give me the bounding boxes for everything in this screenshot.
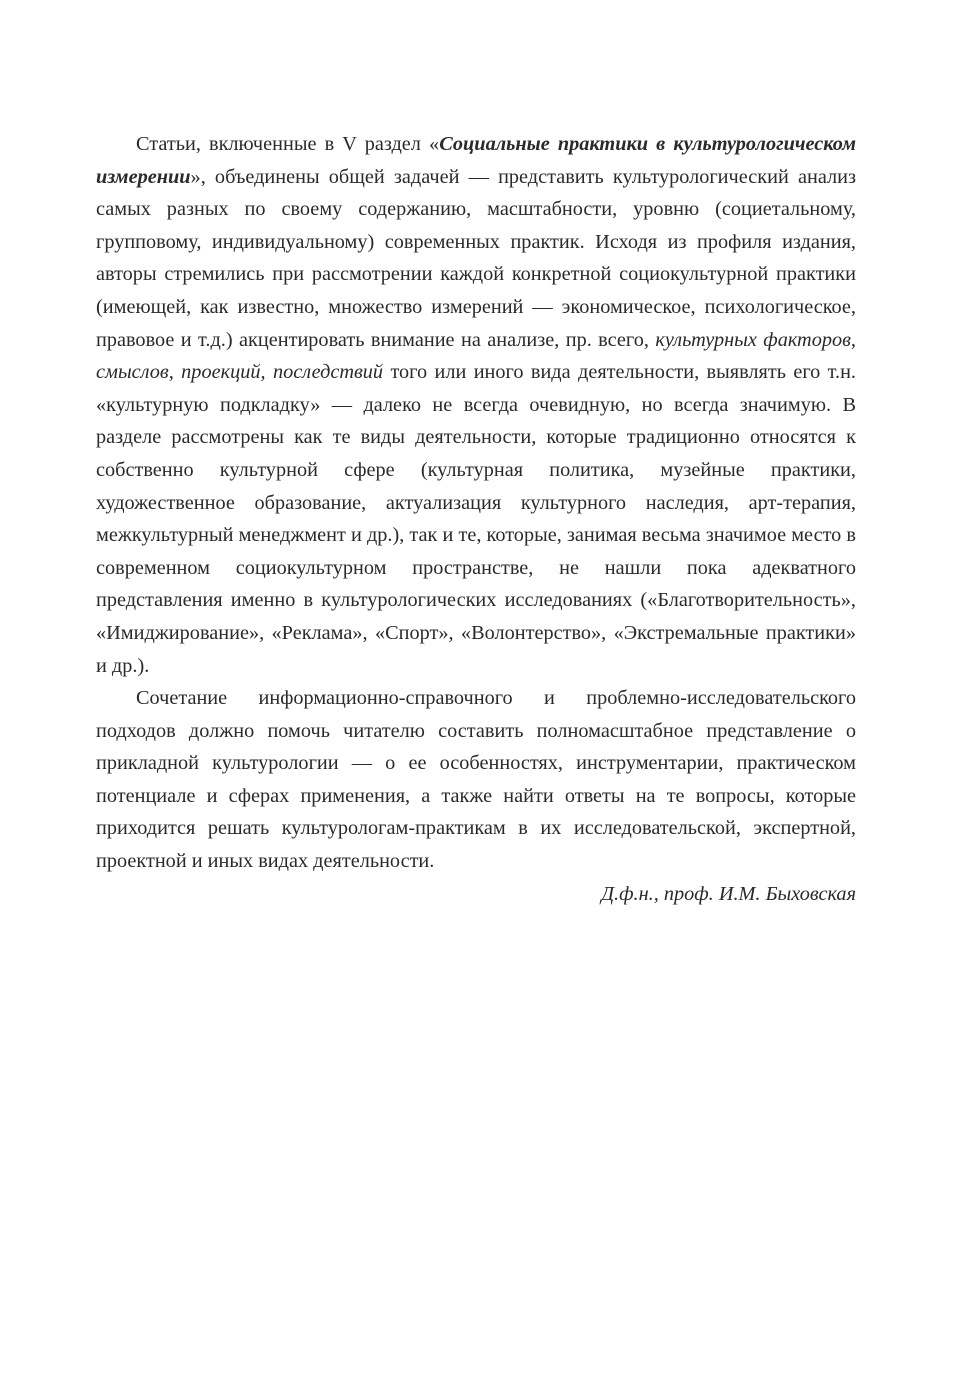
document-body [96,128,856,910]
section-title-bold-italic: Социальные практики в культурологическом измерении [96,133,856,188]
paragraph-section-overview [96,128,856,682]
paragraph-approach-summary: Сочетание информационно-справочного и проблемно-исследовательского подходов должно помочь читателю составить полномасштабное представление о прикладной культурологии — о ее особенностях, инструментарии, практическом потенциале и сферах применения, а также найти ответы на те вопросы, которые приходится решать культурологам-практикам в их исследовательской, экспертной, проектной и иных видах деятельности. [96,687,856,873]
author-signature: Д.ф.н., проф. И.М. Быховская [601,882,856,905]
paragraph-1-body-text: », объединены общей задачей — представить культурологический анализ самых разных по своему содержанию, масштабности, уровню (социетальному, групповому, индивидуальному) современных практик. Исходя из профиля издания, авторы стремились при рассмотрении каждой конкретной социокультурной практики (имеющей, как известно, множество измерений — экономическое, психологическое, правовое и т.д.) акцентировать внимание на анализе, пр. всего, [96,165,856,351]
emphasis-italic-text: культурных факторов, смыслов, проекций, последствий [96,328,856,384]
paragraph-1-intro-text: Статьи, включенные в V раздел « [136,133,440,155]
paragraph-1-closing-text: того или иного вида деятельности, выявлять его т.н. «культурную подкладку» — далеко не всегда очевидную, но всегда значимую. В разделе рассмотрены как те виды деятельности, которые традиционно относятся к собственно культурной сфере (культурная политика, музейные практики, художественное образование, актуализация культурного наследия, арт-терапия, межкультурный менеджмент и др.), так и те, которые, занимая весьма значимое место в современном социокультурном пространстве, не нашли пока адекватного представления именно в культурологических исследованиях («Благотворительность», «Имиджирование», «Реклама», «Спорт», «Волонтерство», «Экстремальные практики» и др.). [96,361,856,677]
